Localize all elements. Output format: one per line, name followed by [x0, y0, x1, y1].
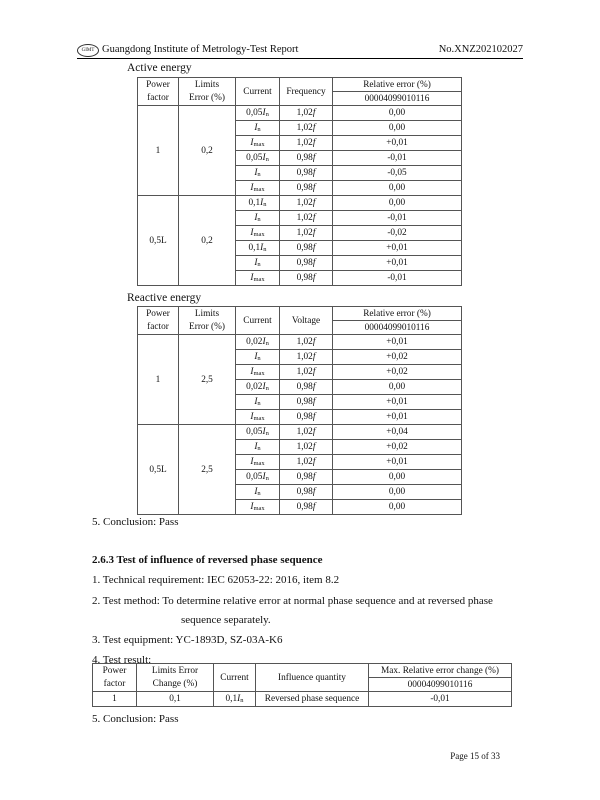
col-limits-top: Limits — [179, 307, 236, 321]
current-cell: $I_{max}$ — [236, 271, 280, 286]
relative-error-cell: +0,01 — [333, 241, 462, 256]
current-cell: $I_n$ — [236, 121, 280, 136]
col-influence-quantity: Influence quantity — [256, 664, 369, 692]
col-current: Current — [214, 664, 256, 692]
limit-cell: 0,2 — [179, 106, 236, 196]
influence-quantity-cell: Reversed phase sequence — [256, 692, 369, 707]
factor-cell: 0,98f — [280, 166, 333, 181]
relative-error-cell: -0,02 — [333, 226, 462, 241]
power-factor-cell: 0,5L — [138, 196, 179, 286]
current-cell: $0,02I_n$ — [236, 380, 280, 395]
current-cell: $0,05I_n$ — [236, 470, 280, 485]
col-power-factor-bottom: factor — [138, 92, 179, 106]
col-limits-bottom: Change (%) — [137, 678, 214, 692]
factor-cell: 1,02f — [280, 226, 333, 241]
relative-error-cell: +0,01 — [333, 136, 462, 151]
current-cell: $I_{max}$ — [236, 365, 280, 380]
meter-id: 00004099010116 — [333, 321, 462, 335]
relative-error-cell: 0,00 — [333, 500, 462, 515]
table-row — [138, 425, 462, 440]
current-cell: $0,1I_n$ — [214, 692, 256, 707]
relative-error-cell: 0,00 — [333, 196, 462, 211]
relative-error-cell: 0,00 — [333, 121, 462, 136]
current-cell: $I_{max}$ — [236, 500, 280, 515]
current-cell: $0,05I_n$ — [236, 106, 280, 121]
limit-cell: 2,5 — [179, 335, 236, 425]
col-power-factor-top: Power — [93, 664, 137, 678]
reactive-energy-table — [137, 306, 462, 515]
relative-error-cell: +0,02 — [333, 440, 462, 455]
reactive-energy-title: Reactive energy — [127, 292, 202, 304]
factor-cell: 0,98f — [280, 181, 333, 196]
factor-cell: 1,02f — [280, 121, 333, 136]
factor-cell: 0,98f — [280, 410, 333, 425]
current-cell: $I_{max}$ — [236, 410, 280, 425]
limit-cell: 0,2 — [179, 196, 236, 286]
page-number: Page 15 of 33 — [450, 751, 500, 761]
power-factor-cell: 1 — [93, 692, 137, 707]
meter-id: 00004099010116 — [333, 92, 462, 106]
power-factor-cell: 0,5L — [138, 425, 179, 515]
header-divider — [77, 58, 523, 59]
factor-cell: 0,98f — [280, 500, 333, 515]
table-row — [93, 692, 512, 707]
current-cell: $0,1I_n$ — [236, 241, 280, 256]
col-current: Current — [236, 307, 280, 335]
report-title: Guangdong Institute of Metrology-Test Report — [102, 44, 299, 55]
col-limits-bottom: Error (%) — [179, 92, 236, 106]
factor-cell: 1,02f — [280, 106, 333, 121]
col-voltage: Voltage — [280, 307, 333, 335]
current-cell: $0,05I_n$ — [236, 151, 280, 166]
relative-error-cell: +0,01 — [333, 395, 462, 410]
col-limits-top: Limits — [179, 78, 236, 92]
col-frequency: Frequency — [280, 78, 333, 106]
power-factor-cell: 1 — [138, 106, 179, 196]
limit-cell: 2,5 — [179, 425, 236, 515]
col-relative-error: Relative error (%) — [333, 78, 462, 92]
table-row — [138, 106, 462, 121]
factor-cell: 1,02f — [280, 350, 333, 365]
relative-error-cell: +0,01 — [333, 455, 462, 470]
report-number: No.XNZ202102027 — [438, 44, 523, 55]
report-header — [77, 44, 523, 58]
col-limits-top: Limits Error — [137, 664, 214, 678]
factor-cell: 0,98f — [280, 271, 333, 286]
item-technical-requirement: 1. Technical requirement: IEC 62053-22: 2016, item 8.2 — [92, 574, 340, 586]
conclusion-active-reactive: 5. Conclusion: Pass — [92, 516, 179, 528]
current-cell: $I_n$ — [236, 166, 280, 181]
power-factor-cell: 1 — [138, 335, 179, 425]
current-cell: $I_n$ — [236, 440, 280, 455]
relative-error-cell: -0,01 — [333, 271, 462, 286]
current-cell: $0,1I_n$ — [236, 196, 280, 211]
reversed-phase-table — [92, 663, 512, 707]
factor-cell: 0,98f — [280, 380, 333, 395]
col-power-factor-bottom: factor — [138, 321, 179, 335]
factor-cell: 0,98f — [280, 256, 333, 271]
col-current: Current — [236, 78, 280, 106]
relative-error-cell: -0,01 — [333, 211, 462, 226]
relative-error-cell: +0,01 — [333, 410, 462, 425]
relative-error-cell: 0,00 — [333, 380, 462, 395]
limit-cell: 0,1 — [137, 692, 214, 707]
current-cell: $I_n$ — [236, 485, 280, 500]
relative-error-cell: 0,00 — [333, 470, 462, 485]
relative-error-cell: -0,01 — [333, 151, 462, 166]
relative-error-cell: -0,05 — [333, 166, 462, 181]
factor-cell: 0,98f — [280, 470, 333, 485]
current-cell: $I_{max}$ — [236, 226, 280, 241]
active-energy-table — [137, 77, 462, 286]
current-cell: $I_n$ — [236, 350, 280, 365]
section-heading: 2.6.3 Test of influence of reversed phase sequence — [92, 554, 323, 566]
table-row — [138, 196, 462, 211]
factor-cell: 1,02f — [280, 335, 333, 350]
relative-error-cell: +0,01 — [333, 256, 462, 271]
col-max-relative-error-change: Max. Relative error change (%) — [369, 664, 512, 678]
factor-cell: 0,98f — [280, 485, 333, 500]
col-relative-error: Relative error (%) — [333, 307, 462, 321]
factor-cell: 1,02f — [280, 196, 333, 211]
item-test-method: 2. Test method: To determine relative error at normal phase sequence and at reversed phase — [92, 595, 493, 607]
item-test-method-continued: sequence separately. — [181, 614, 271, 626]
factor-cell: 1,02f — [280, 365, 333, 380]
relative-error-cell: 0,00 — [333, 181, 462, 196]
active-energy-title: Active energy — [127, 62, 192, 74]
factor-cell: 0,98f — [280, 241, 333, 256]
meter-id: 00004099010116 — [369, 678, 512, 692]
current-cell: $I_n$ — [236, 211, 280, 226]
relative-error-cell: +0,04 — [333, 425, 462, 440]
relative-error-cell: 0,00 — [333, 106, 462, 121]
factor-cell: 0,98f — [280, 151, 333, 166]
relative-error-cell: +0,01 — [333, 335, 462, 350]
relative-error-cell: 0,00 — [333, 485, 462, 500]
current-cell: $I_{max}$ — [236, 136, 280, 151]
table-row — [138, 335, 462, 350]
col-power-factor-top: Power — [138, 307, 179, 321]
current-cell: $I_n$ — [236, 256, 280, 271]
factor-cell: 1,02f — [280, 440, 333, 455]
relative-error-cell: +0,02 — [333, 350, 462, 365]
institute-logo-icon: GIMT — [77, 44, 99, 57]
col-power-factor-bottom: factor — [93, 678, 137, 692]
max-error-change-cell: -0,01 — [369, 692, 512, 707]
conclusion-reversed-phase: 5. Conclusion: Pass — [92, 713, 179, 725]
current-cell: $I_n$ — [236, 395, 280, 410]
col-power-factor-top: Power — [138, 78, 179, 92]
current-cell: $I_{max}$ — [236, 181, 280, 196]
factor-cell: 0,98f — [280, 395, 333, 410]
item-test-result: 4. Test result: — [92, 654, 152, 666]
current-cell: $0,02I_n$ — [236, 335, 280, 350]
current-cell: $0,05I_n$ — [236, 425, 280, 440]
factor-cell: 1,02f — [280, 136, 333, 151]
col-limits-bottom: Error (%) — [179, 321, 236, 335]
relative-error-cell: +0,02 — [333, 365, 462, 380]
factor-cell: 1,02f — [280, 211, 333, 226]
item-test-equipment: 3. Test equipment: YC-1893D, SZ-03A-K6 — [92, 634, 283, 646]
factor-cell: 1,02f — [280, 455, 333, 470]
factor-cell: 1,02f — [280, 425, 333, 440]
current-cell: $I_{max}$ — [236, 455, 280, 470]
